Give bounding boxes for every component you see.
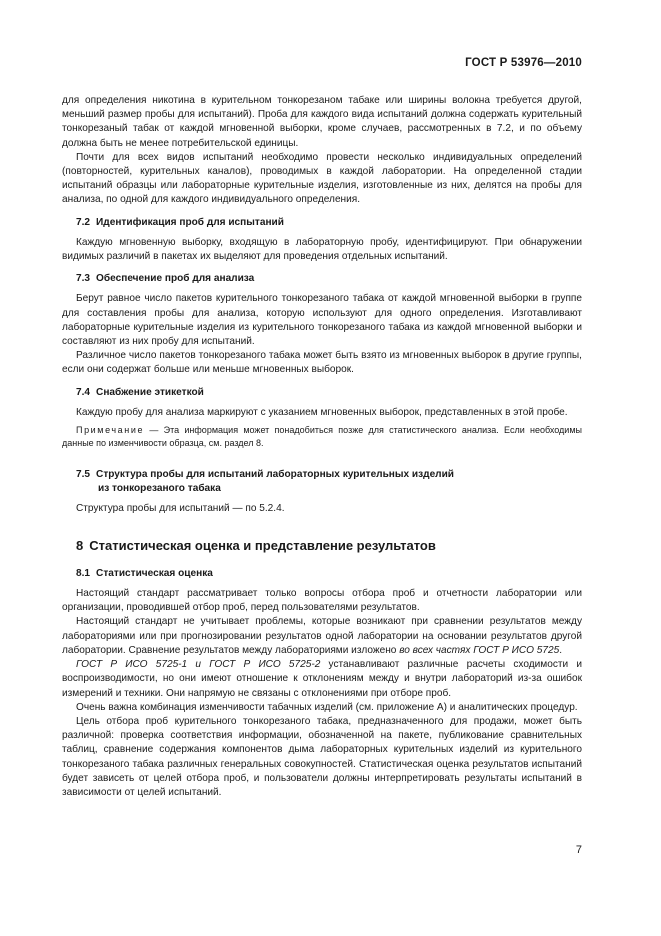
section-8-1-paragraph-1: Настоящий стандарт рассматривает только вопросы отбора проб и отчетности лаборатории или организации, проводившей отбор проб, перед пользователями результатов. — [62, 588, 582, 614]
page-body — [62, 94, 582, 800]
section-8-1-paragraph-4: Очень важна комбинация изменчивости табачных изделий (см. приложение А) и аналитических процедур. — [76, 701, 578, 713]
text-run: . — [559, 644, 562, 656]
note-text: — Эта информация может понадобиться позже для статистического анализа. Если необходимы данные по изменчивости образца, см. раздел 8. — [62, 425, 582, 449]
section-number: 7.3 — [76, 273, 91, 285]
section-number: 8 — [76, 537, 84, 553]
section-7-2-heading — [76, 216, 582, 230]
section-7-3-paragraph-1: Берут равное число пакетов курительного тонкорезаного табака от каждой мгновенной выборки в группе для составления пробы для анализа, которую используют для одного определения. Изготавливают лабораторные курительные изделия из курительного тонкорезаного табака из каждой мгновенной выборки и составляют из них пробу для испытаний. — [62, 293, 582, 348]
standard-reference: во всех частях ГОСТ Р ИСО 5725 — [399, 644, 560, 656]
section-7-4-heading — [76, 386, 582, 400]
section-number: 7.5 — [76, 469, 91, 481]
section-8-1-paragraph-3 — [62, 658, 582, 701]
section-number: 7.2 — [76, 216, 91, 228]
section-number: 7.4 — [76, 386, 91, 398]
paragraph-almost: Почти для всех видов испытаний необходимо провести несколько индивидуальных определений (повторностей, курительных каналов), проводимых в каждой лаборатории. На определенной стадии испытаний образцы или лабораторные курительные изделия, изготовленные из них, делятся на пробы для анализа, по одной для каждого индивидуального определения. — [62, 151, 582, 206]
section-title: Статистическая оценка — [96, 567, 213, 579]
standard-reference: ГОСТ Р ИСО 5725-2 — [209, 659, 321, 671]
text-run: и — [187, 659, 210, 671]
section-8-1-paragraph-2 — [62, 615, 582, 658]
text-run: Настоящий стандарт не учитывает проблемы, которые возникают при сравнении результатов между лабораториями или при прогнозировании результатов одной лаборатории на основании результатов другой лаборатории. Сравнение результатов между лабораториями изложено — [62, 616, 582, 656]
section-title: Снабжение этикеткой — [96, 386, 204, 398]
section-7-3-heading — [76, 272, 582, 286]
paragraph-continued: для определения никотина в курительном тонкорезаном табаке или ширины волокна требуется другой, меньший размер пробы для испытаний). Проба для каждого вида испытаний должна содержать курительный тонкорезаный табак от каждой мгновенной выборки, кроме случаев, рассмотренных в 7.2, и по объему должна быть не менее потребительской единицы. — [62, 95, 582, 149]
section-8-1-heading — [76, 567, 582, 581]
page-number: 7 — [575, 844, 582, 856]
section-8-1-paragraph-5: Цель отбора проб курительного тонкорезаного табака, предназначенного для продажи, может быть различной: проверка соответствия информации, обозначенной на пакете, публикование сравнительных таблиц, сравнение содержания компонентов дыма лабораторных курительных изделий из курительного тонкорезаного табака различных генеральных совокупностей. Статистическая оценка результатов испытаний будет зависеть от целей отбора проб, и пользователи должны интерпретировать результаты испытаний в зависимости от целей испытаний. — [62, 715, 582, 798]
section-8-heading — [76, 539, 582, 553]
section-title: Идентификация проб для испытаний — [96, 216, 284, 228]
section-7-5-paragraph: Структура пробы для испытаний — по 5.2.4. — [76, 503, 285, 515]
section-7-3-paragraph-2: Различное число пакетов тонкорезаного табака может быть взято из мгновенных выборок в другие группы, если они содержат больше или меньше мгновенных выборок. — [62, 350, 582, 376]
standard-reference: ГОСТ Р ИСО 5725-1 — [76, 659, 188, 671]
section-title: Обеспечение проб для анализа — [96, 273, 255, 285]
section-title-line-2: из тонкорезаного табака — [98, 483, 221, 495]
standard-header: ГОСТ Р 53976—2010 — [465, 57, 582, 69]
note — [62, 424, 582, 450]
section-7-5-heading — [76, 468, 582, 496]
section-title-line-1: Структура пробы для испытаний лабораторных курительных изделий — [96, 469, 455, 481]
section-7-2-paragraph: Каждую мгновенную выборку, входящую в лабораторную пробу, идентифицируют. При обнаружении видимых различий в пакетах их выделяют для проведения отдельных испытаний. — [62, 236, 582, 263]
text-run: устанавливают различные расчеты сходимости и воспроизводимости, но они имеют отношение к отклонениям между и внутри лабораторий из-за ошибок измерений и техники. Они напрямую не связаны с отклонениями при отборе проб. — [62, 659, 582, 699]
section-7-4-paragraph: Каждую пробу для анализа маркируют с указанием мгновенных выборок, представленных в этой пробе. — [76, 406, 568, 418]
section-number: 8.1 — [76, 567, 91, 579]
note-label: Примечание — [76, 425, 145, 436]
section-title: Статистическая оценка и представление результатов — [89, 537, 436, 553]
